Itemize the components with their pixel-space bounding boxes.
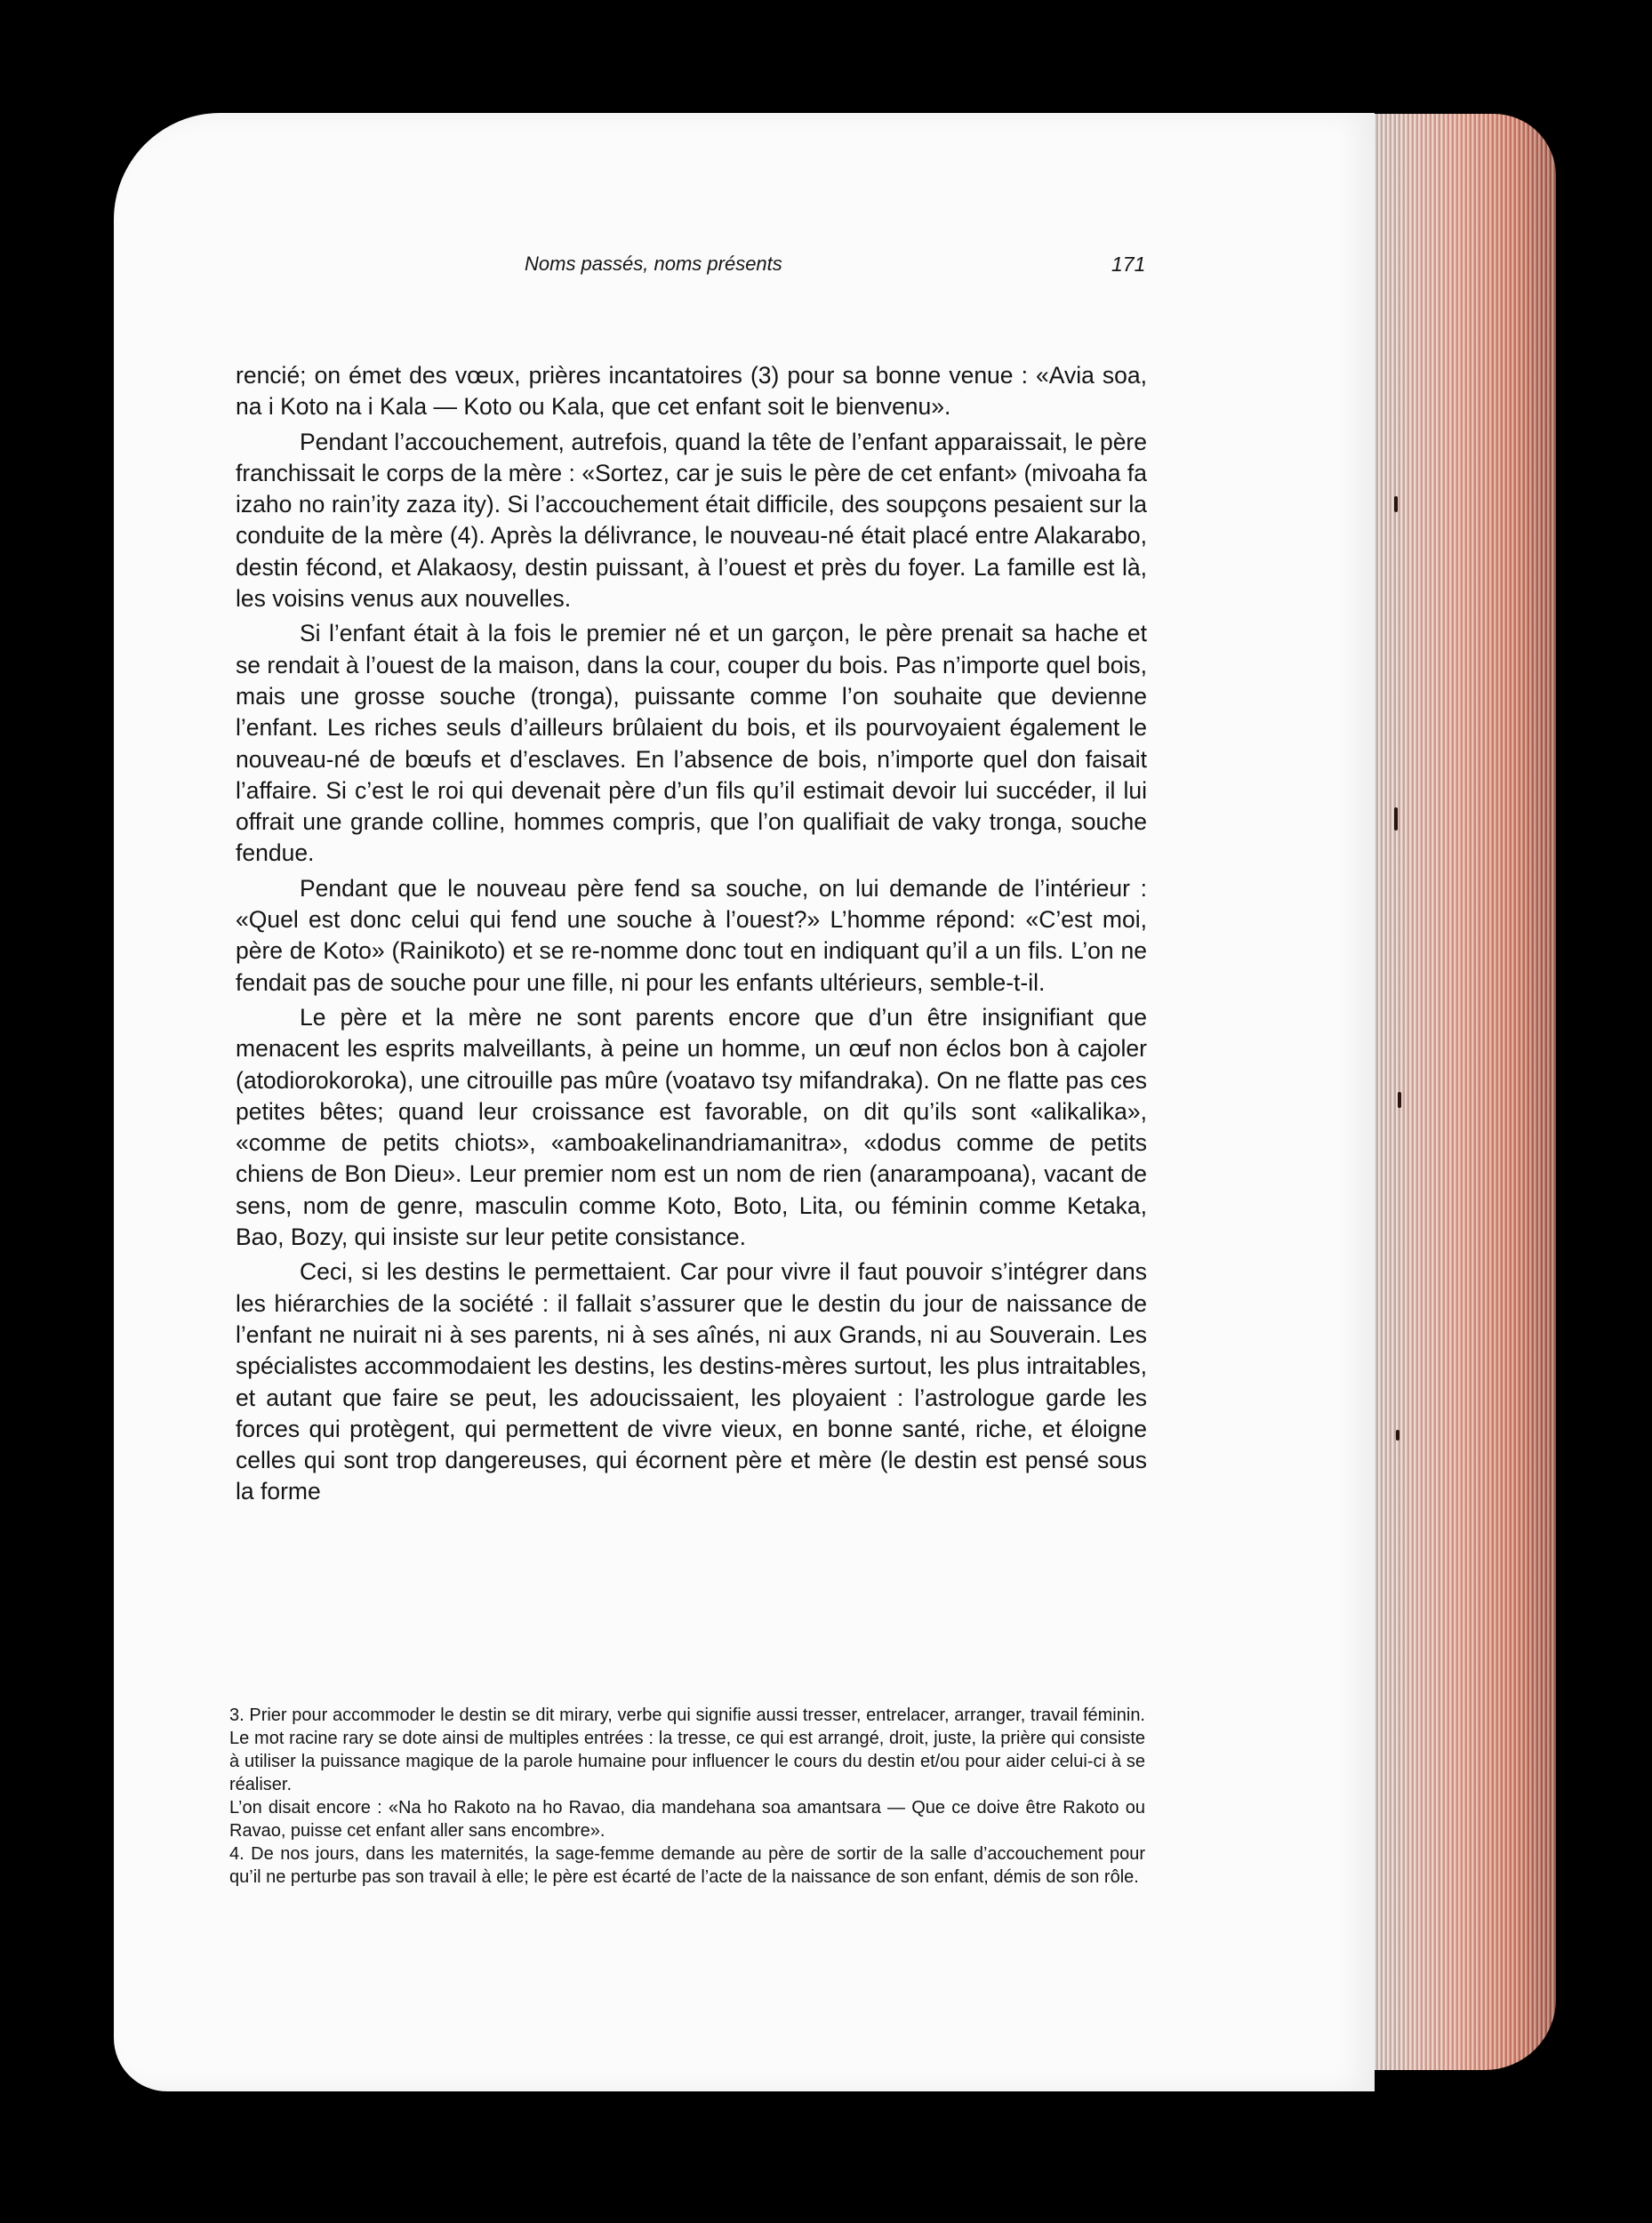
page-number: 171 [1111,253,1146,276]
paragraph: Ceci, si les destins le permettaient. Car pour vivre il faut pouvoir s’intégrer dans les hiérarchies de la société : il fallait s’assurer que le destin du jour de naissance de l’enfant ne nuirait ni à ses parents, ni à ses aînés, ni aux Grands, ni au Souverain. Les spécialistes accommodaient les destins, les destins-mères surtout, les plus intraitables, et autant que faire se peut, les adoucissaient, les ployaient : l’astrologue garde les forces qui protègent, qui permettent de vivre vieux, en bonne santé, riche, et éloigne celles qui sont trop dangereuses, qui écornent père et mère (le destin est pensé sous la forme [236,1258,1147,1505]
ink-bleed-mark [1394,496,1398,512]
running-head: Noms passés, noms présents [525,253,782,275]
book-page-block [1351,114,1556,2070]
paragraph: Pendant l’accouchement, autrefois, quand la tête de l’enfant apparaissait, le père franchissait le corps de la mère : «Sortez, car je suis le père de cet enfant» (mivoaha fa izaho no rain’ity zaza ity). Si l’accouchement était difficile, des soupçons pesaient sur la conduite de la mère (4). Après la délivrance, le nouveau-né était placé entre Alakarabo, destin fécond, et Alakaosy, destin puissant, à l’ouest et près du foyer. La famille est là, les voisins venus aux nouvelles. [236,428,1147,613]
main-text [236,360,1147,1508]
paragraph: Le père et la mère ne sont parents encore que d’un être insignifiant que menacent les esprits malveillants, à peine un homme, un œuf non éclos bon à cajoler (atodiorokoroka), une citrouille pas mûre (voatavo tsy mifandraka). On ne flatte pas ces petites bêtes; quand leur croissance est favorable, on dit qu’ils sont «alikalika», «comme de petits chiots», «amboakelinandriamanitra», «dodus comme de petits chiens de Bon Dieu». Leur premier nom est un nom de rien (anarampoana), vacant de sens, nom de genre, masculin comme Koto, Boto, Lita, ou féminin comme Ketaka, Bao, Bozy, qui insiste sur leur petite consistance. [236,1003,1147,1251]
paragraph: Pendant que le nouveau père fend sa souche, on lui demande de l’intérieur : «Quel est donc celui qui fend une souche à l’ouest?» L’homme répond: «C’est moi, père de Koto» (Rainikoto) et se re-nomme donc tout en indiquant qu’il a un fils. L’on ne fendait pas de souche pour une fille, ni pour les enfants ultérieurs, semble-t-il. [236,874,1147,996]
paragraph: Si l’enfant était à la fois le premier né et un garçon, le père prenait sa hache et se rendait à l’ouest de la maison, dans la cour, couper du bois. Pas n’importe quel bois, mais une grosse souche (tronga), puissante comme l’on souhaite que devienne l’enfant. Les riches seuls d’ailleurs brûlaient du bois, et ils pourvoyaient également le nouveau-né de bœufs et d’esclaves. En l’absence de bois, n’importe quel don faisait l’affaire. Si c’est le roi qui devenait père d’un fils qu’il estimait devoir lui succéder, il lui offrait une grande colline, hommes compris, que l’on qualifiait de vaky tronga, souche fendue. [236,620,1147,867]
footnote: L’on disait encore : «Na ho Rakoto na ho Ravao, dia mandehana soa amantsara — Que ce doive être Rakoto ou Ravao, puisse cet enfant aller sans encombre». [229,1798,1145,1841]
page-edges [1351,114,1556,2070]
footnote: 3. Prier pour accommoder le destin se dit mirary, verbe qui signifie aussi tresser, entrelacer, arranger, travail féminin. Le mot racine rary se dote ainsi de multiples entrées : la tresse, ce qui est arrangé, droit, juste, la prière qui consiste à utiliser la puissance magique de la parole humaine pour influencer le cours du destin et/ou pour aider celui-ci à se réaliser. [229,1705,1145,1794]
ink-bleed-mark [1394,807,1398,831]
ink-bleed-mark [1396,1430,1399,1441]
footnote: 4. De nos jours, dans les maternités, la sage-femme demande au père de sortir de la salle d’accouchement pour qu’il ne perturbe pas son travail à elle; le père est écarté de l’acte de la naissance de son enfant, démis de son rôle. [229,1844,1145,1887]
ink-bleed-mark [1398,1092,1401,1108]
footnotes [229,1704,1145,1889]
paragraph: rencié; on émet des vœux, prières incantatoires (3) pour sa bonne venue : «Avia soa, na i Koto na i Kala — Koto ou Kala, que cet enfant soit le bienvenu». [236,362,1147,421]
